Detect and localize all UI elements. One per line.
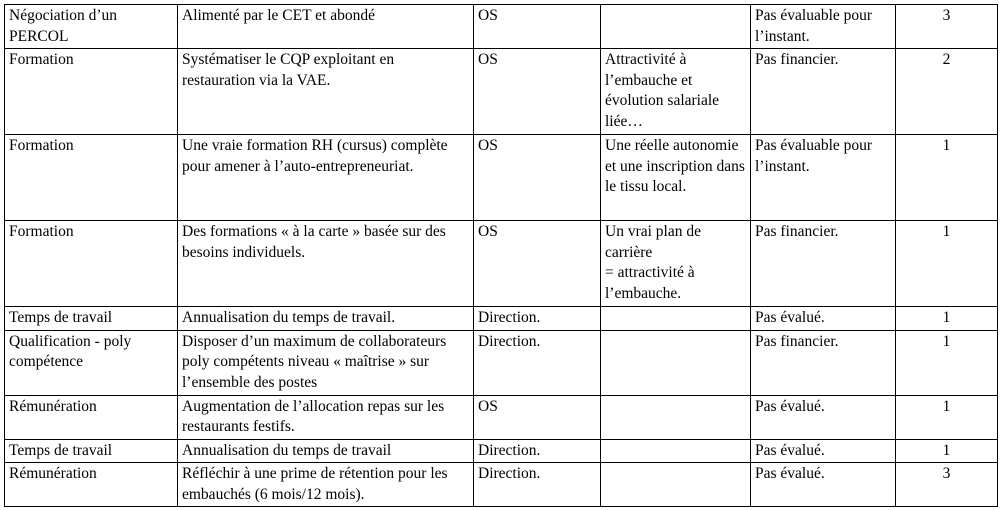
porteur-cell: OS bbox=[474, 5, 601, 49]
table-body bbox=[5, 5, 998, 507]
cout-cell: Pas évaluable pour l’instant. bbox=[751, 5, 896, 49]
priorite-cell: 1 bbox=[896, 395, 998, 439]
table-row bbox=[5, 307, 998, 331]
action-cell: Alimenté par le CET et abondé bbox=[178, 5, 474, 49]
theme-cell: Négociation d’un PERCOL bbox=[5, 5, 178, 49]
theme-cell: Temps de travail bbox=[5, 439, 178, 463]
theme-cell: Temps de travail bbox=[5, 307, 178, 331]
action-cell: Systématiser le CQP exploitant en restauration via la VAE. bbox=[178, 49, 474, 135]
theme-cell: Formation bbox=[5, 135, 178, 221]
action-cell: Annualisation du temps de travail. bbox=[178, 307, 474, 331]
impact-cell: Attractivité à l’embauche et évolution salariale liée… bbox=[601, 49, 751, 135]
priorite-cell: 1 bbox=[896, 307, 998, 331]
porteur-cell: Direction. bbox=[474, 439, 601, 463]
table-row bbox=[5, 463, 998, 507]
cout-cell: Pas financier. bbox=[751, 221, 896, 307]
porteur-cell: OS bbox=[474, 395, 601, 439]
cout-cell: Pas évalué. bbox=[751, 439, 896, 463]
priorite-cell: 1 bbox=[896, 135, 998, 221]
action-cell: Une vraie formation RH (cursus) complète pour amener à l’auto-entrepreneuriat. bbox=[178, 135, 474, 221]
cout-cell: Pas évalué. bbox=[751, 395, 896, 439]
cout-cell: Pas évalué. bbox=[751, 307, 896, 331]
table-row bbox=[5, 221, 998, 307]
priorite-cell: 3 bbox=[896, 5, 998, 49]
action-cell: Annualisation du temps de travail bbox=[178, 439, 474, 463]
theme-cell: Rémunération bbox=[5, 395, 178, 439]
priorite-cell: 1 bbox=[896, 330, 998, 395]
porteur-cell: Direction. bbox=[474, 463, 601, 507]
impact-cell bbox=[601, 395, 751, 439]
impact-cell bbox=[601, 463, 751, 507]
porteur-cell: OS bbox=[474, 49, 601, 135]
table-row bbox=[5, 439, 998, 463]
impact-cell: Une réelle autonomie et une inscription dans le tissu local. bbox=[601, 135, 751, 221]
porteur-cell: Direction. bbox=[474, 330, 601, 395]
priorite-cell: 1 bbox=[896, 221, 998, 307]
impact-cell bbox=[601, 439, 751, 463]
table-row bbox=[5, 135, 998, 221]
table-row bbox=[5, 5, 998, 49]
porteur-cell: OS bbox=[474, 135, 601, 221]
impact-cell bbox=[601, 330, 751, 395]
theme-cell: Formation bbox=[5, 49, 178, 135]
porteur-cell: OS bbox=[474, 221, 601, 307]
priorite-cell: 2 bbox=[896, 49, 998, 135]
action-table bbox=[4, 4, 998, 507]
theme-cell: Formation bbox=[5, 221, 178, 307]
priorite-cell: 1 bbox=[896, 439, 998, 463]
cout-cell: Pas financier. bbox=[751, 49, 896, 135]
cout-cell: Pas évalué. bbox=[751, 463, 896, 507]
action-cell: Des formations « à la carte » basée sur des besoins individuels. bbox=[178, 221, 474, 307]
impact-cell bbox=[601, 307, 751, 331]
table-row bbox=[5, 49, 998, 135]
theme-cell: Rémunération bbox=[5, 463, 178, 507]
action-cell: Disposer d’un maximum de collaborateurs poly compétents niveau « maîtrise » sur l’ensemble des postes bbox=[178, 330, 474, 395]
action-cell: Réfléchir à une prime de rétention pour les embauchés (6 mois/12 mois). bbox=[178, 463, 474, 507]
cout-cell: Pas évaluable pour l’instant. bbox=[751, 135, 896, 221]
priorite-cell: 3 bbox=[896, 463, 998, 507]
impact-cell bbox=[601, 5, 751, 49]
cout-cell: Pas financier. bbox=[751, 330, 896, 395]
impact-cell: Un vrai plan de carrière = attractivité à l’embauche. bbox=[601, 221, 751, 307]
theme-cell: Qualification - poly compétence bbox=[5, 330, 178, 395]
table-row bbox=[5, 330, 998, 395]
table-row bbox=[5, 395, 998, 439]
porteur-cell: Direction. bbox=[474, 307, 601, 331]
action-cell: Augmentation de l’allocation repas sur les restaurants festifs. bbox=[178, 395, 474, 439]
